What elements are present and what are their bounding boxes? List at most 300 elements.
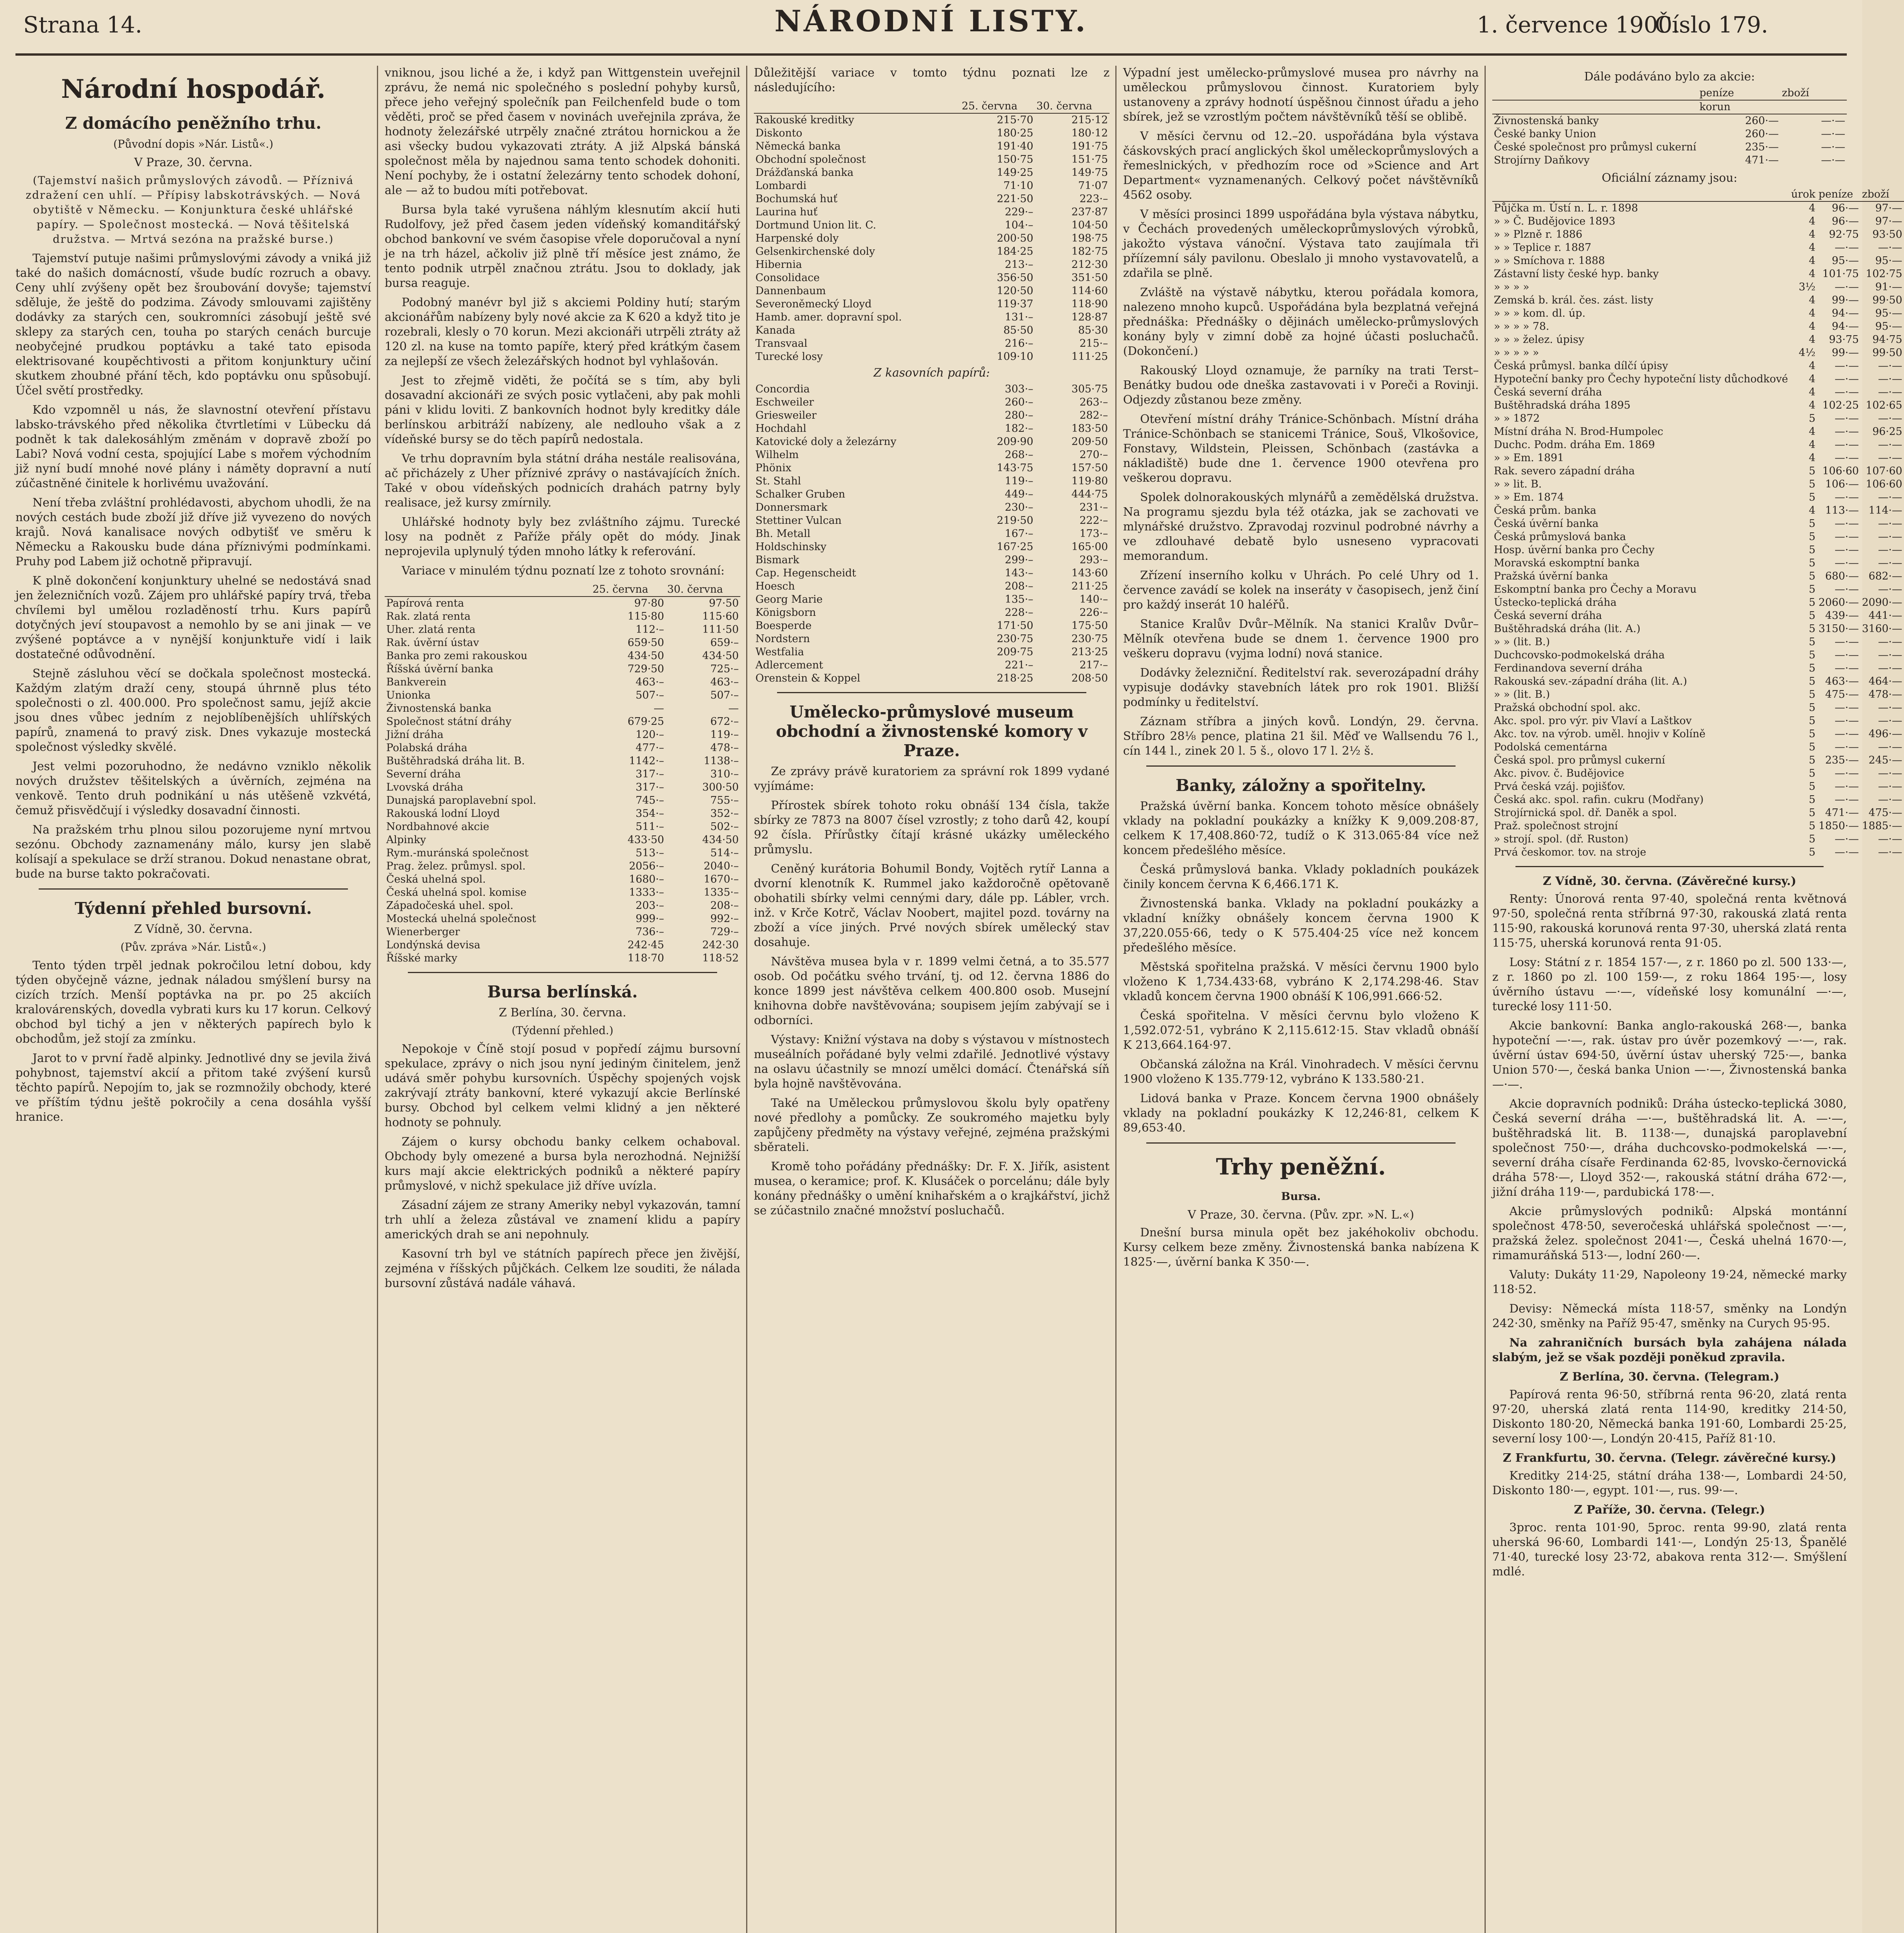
table-cell-value: 242·45: [627, 939, 664, 951]
table-row: [385, 702, 740, 715]
table-cell-value: 173·–: [1079, 528, 1108, 540]
table-cell-label: Severoněmecký Lloyd: [755, 298, 872, 310]
table-cell-value: 682·—: [1868, 570, 1902, 582]
table-cell-value: 99·50: [1872, 347, 1902, 359]
table-cell-label: Transvaal: [755, 338, 808, 349]
paragraph: 3proc. renta 101·90, 5proc. renta 99·90, zlatá renta uherská 96·60, Lombardi 141·—, Londýn 25·13, Španělé 71·40, turecké losy 23·72, abakova renta 312·—. Smýšlení mdlé.: [1492, 1521, 1847, 1578]
table-cell-value: 4: [1809, 215, 1815, 227]
table-cell-value: 5: [1809, 754, 1815, 766]
table-cell-value: 5: [1809, 728, 1815, 740]
table-cell-value: 439·—: [1825, 610, 1859, 622]
table-row: [1492, 268, 1904, 281]
table-cell-value: 659·50: [627, 637, 664, 649]
column-4: [1123, 66, 1479, 1933]
table-row: [385, 636, 740, 649]
table-cell-label: » » » » »: [1494, 347, 1539, 359]
table-cell-value: —·—: [1878, 439, 1902, 451]
article-dateline: Z Vídně, 30. června.: [134, 922, 253, 936]
paragraph: Spolek dolnorakouských mlynářů a zemědělská družstva. Na programu sjezdu byla též otázka, jak se zachovati ve mlynářské družstvo. Zpravodaj rozvinul podrobné návrhy a ve zdlouhavé debatě bylo usneseno vypracovati memorandum.: [1123, 491, 1479, 563]
paragraph: Dnešní bursa minula opět bez jakéhokoliv obchodu. Kursy celkem beze změny. Živnostenská banka nabízena K 1825·—, úvěrní banka K 350·—.: [1123, 1226, 1479, 1269]
table-cell-value: 745·–: [636, 794, 664, 806]
table-cell-value: 4: [1809, 399, 1815, 411]
table-cell-value: —·—: [1878, 544, 1902, 556]
table-row: [1492, 793, 1904, 806]
table-cell-value: 5: [1809, 702, 1815, 714]
table-row: [1492, 622, 1904, 636]
paragraph: Tajemství putuje našimi průmyslovými závody a vniká již také do našich domácností, všude budíc rozruch a obavy. Ceny uhlí zvýšeny opět bez šroubování dovyše; tajemství sděluje, že ještě do podzima. Závody smlouvami zajištěny dodávky za starých cen, soukromníci zásobují ještě své sklepy za starých cen, touha po starých cenách burcuje neobyčejné prudkou poptávku a také tato episoda elektrisované koupěchtivosti a přitom konjunktury učiní skutkem zhoubné přání těch, kdo poptávku onu spůsobují. Účel světí prostředky.: [15, 252, 371, 397]
table-cell-value: —·—: [1834, 413, 1859, 424]
quote-table: [385, 583, 740, 965]
table-cell-value: 226·–: [1079, 607, 1108, 619]
table-cell-value: 4: [1809, 294, 1815, 306]
table-cell-value: 310·–: [710, 768, 739, 780]
article-dateline: Z Paříže, 30. června. (Telegr.): [1574, 1503, 1765, 1517]
table-cell-value: 113·—: [1825, 505, 1859, 516]
table-row: [754, 298, 1110, 311]
table-cell-label: Hoesch: [755, 580, 795, 592]
table-cell-value: 5: [1809, 478, 1815, 490]
table-cell-value: —·—: [1834, 662, 1859, 674]
column-3: [754, 66, 1110, 1933]
table-cell-label: Nordstern: [755, 633, 810, 645]
table-cell-value: —·—: [1821, 115, 1845, 127]
table-cell-value: 463·–: [710, 676, 739, 688]
paragraph: Ze zprávy právě kuratoriem za správní rok 1899 vydané vyjímáme:: [754, 765, 1110, 793]
paragraph: Renty: Únorová renta 97·40, společná renta květnová 97·50, společná renta stříbrná 97·30, rakouská zlatá renta 115·90, rakouská korunová renta 97·30, uherská zlatá renta 115·75, uherská korunová renta 91·05.: [1492, 892, 1847, 950]
table-cell-value: —·—: [1878, 452, 1902, 464]
table-cell-label: Buštěhradská dráha (lit. A.): [1494, 623, 1641, 635]
table-cell-label: Buštěhradská dráha 1895: [1494, 399, 1631, 411]
paragraph: Záznam stříbra a jiných kovů. Londýn, 29. června. Stříbro 28⅛ pence, platina 21 šil. Měď ve Wallsendu 76 l., cín 144 l., zinek 20 l. 5 š., olovo 17 l. 2½ š.: [1123, 715, 1479, 758]
table-row: [385, 728, 740, 741]
table-row: [1492, 649, 1904, 662]
table-header: 25. června: [960, 100, 1035, 113]
table-cell-value: 180·12: [1071, 127, 1108, 139]
table-cell-value: 5: [1809, 518, 1815, 530]
column-divider: [1485, 66, 1486, 1933]
table-cell-label: Orenstein & Koppel: [755, 672, 861, 684]
table-cell-value: 165·00: [1071, 541, 1108, 553]
article-dateline: Z Berlína, 30. června.: [499, 1006, 626, 1019]
table-cell-value: 5: [1809, 557, 1815, 569]
table-cell-label: Prvá českomor. tov. na stroje: [1494, 846, 1647, 858]
table-cell-value: 434·50: [702, 834, 739, 846]
table-row: [1492, 504, 1904, 517]
table-cell-label: » » (lit. B.): [1494, 689, 1550, 701]
paragraph: Kreditky 214·25, státní dráha 138·—, Lombardi 24·50, Diskonto 180·—, egypt. 101·—, rus. 99·—.: [1492, 1469, 1847, 1497]
table-cell-value: 95·—: [1875, 320, 1902, 332]
table-cell-value: 729·–: [710, 926, 739, 938]
page-header: [0, 0, 1862, 58]
paragraph: Dodávky železniční. Ředitelství rak. severozápadní dráhy vypisuje dodávky stavebních látek pro rok 1901. Bližší podmínky u ředitelství.: [1123, 666, 1479, 709]
table-cell-value: 112·–: [636, 624, 664, 636]
table-cell-value: 94·75: [1872, 334, 1902, 346]
table-cell-label: Živnostenská banky: [1494, 115, 1599, 127]
table-row: [385, 899, 740, 912]
table-header: 30. června: [1035, 100, 1110, 113]
table-cell-value: —·—: [1878, 636, 1902, 648]
table-cell-value: 109·10: [997, 351, 1033, 363]
column-divider: [746, 66, 747, 1933]
table-row: [1492, 596, 1904, 609]
table-cell-label: Duchc. Podm. dráha Em. 1869: [1494, 439, 1655, 451]
table-cell-value: 184·25: [997, 245, 1033, 257]
table-row: [1492, 491, 1904, 504]
table-cell-label: Moravská eskomptní banka: [1494, 557, 1640, 569]
paragraph: Živnostenská banka. Vklady na pokladní poukázky a vkladní knížky obnášely koncem června 1900 K 37,220.055·66, tedy o K 575.404·25 více než koncem předešlého měsíce.: [1123, 897, 1479, 955]
table-cell-label: Holdschinsky: [755, 541, 827, 553]
table-cell-label: České společnost pro průmysl cukerní: [1494, 141, 1696, 153]
quote-table: [754, 383, 1110, 685]
table-cell-value: 5: [1809, 597, 1815, 609]
table-cell-value: 5: [1809, 781, 1815, 793]
table-cell-label: Rym.-muránská společnost: [386, 847, 529, 859]
table-cell-value: 5: [1809, 741, 1815, 753]
table-cell-value: 228·–: [1005, 607, 1033, 619]
table-cell-value: —: [653, 702, 664, 714]
table-cell-value: 191·75: [1071, 140, 1108, 152]
table-row: [1492, 833, 1904, 846]
paragraph: Důležitější variace v tomto týdnu poznati lze z následujícího:: [754, 66, 1110, 94]
table-cell-label: Londýnská devisa: [386, 939, 481, 951]
table-row: [1492, 333, 1904, 346]
table-row: [385, 663, 740, 676]
table-cell-value: 85·30: [1078, 324, 1108, 336]
table-cell-value: 102·75: [1866, 268, 1902, 280]
table-cell-value: 104·50: [1071, 219, 1108, 231]
table-row: [1492, 281, 1904, 294]
table-row: [754, 580, 1110, 593]
table-row: [1492, 465, 1904, 478]
table-cell-value: 5: [1809, 675, 1815, 687]
table-cell-value: —·—: [1834, 767, 1859, 779]
table-row: [385, 755, 740, 768]
article-summary: (Tajemství našich průmyslových závodů. — Příznivá zdražení cen uhlí. — Přípisy labskotrávských. — Nová obytiště v Německu. — Konjunktura české uhlářské papíry. — Společnost mostecká. — Nová těšitelská družstva. — Mrtvá sezóna na pražské burse.): [26, 174, 361, 245]
table-row: [754, 514, 1110, 527]
table-cell-value: —·—: [1878, 386, 1902, 398]
table-row: [385, 860, 740, 873]
table-row: [385, 676, 740, 689]
table-row: [754, 396, 1110, 409]
table-cell-value: 95·—: [1832, 255, 1859, 267]
table-cell-value: 91·—: [1875, 281, 1902, 293]
table-cell-value: 1335·–: [704, 886, 739, 898]
table-row: [1492, 154, 1847, 167]
table-header: 30. června: [666, 583, 740, 597]
divider: [1146, 765, 1456, 767]
paragraph: Variace v minulém týdnu poznatí lze z tohoto srovnání:: [402, 564, 725, 578]
table-cell-value: 107·60: [1866, 465, 1902, 477]
table-cell-value: 5: [1809, 715, 1815, 727]
table-cell-value: 5: [1809, 846, 1815, 858]
table-row: [754, 285, 1110, 298]
table-header: peníze: [1817, 188, 1860, 201]
table-cell-value: 149·25: [997, 167, 1033, 179]
table-cell-value: 5: [1809, 610, 1815, 622]
table-cell-label: Půjčka m. Ústí n. L. r. 1898: [1494, 202, 1638, 214]
table-cell-value: —·—: [1834, 491, 1859, 503]
paragraph: K plně dokončení konjunktury uhelné se nedostává snad jen železničních vozů. Zájem pro uhlářské papíry trvá, třeba chvílemi byl umělou rozladěností trhu. Kurs papírů dotyčných jeví stoupavost a nemohlo by se ani jinak — ve zvýšené poptávce a v nynější konjunktuře vidí i laik dostatečné odůvodnění.: [15, 574, 371, 661]
table-cell-value: 223·–: [1079, 193, 1108, 205]
table-cell-label: Bochumská huť: [755, 193, 838, 205]
paragraph: Devisy: Německá místa 118·57, směnky na Londýn 242·30, směnky na Paříž 95·47, směnky na Curych 95·95.: [1492, 1302, 1847, 1330]
table-cell-value: 143·–: [1005, 567, 1033, 579]
table-cell-value: 441·—: [1868, 610, 1902, 622]
table-cell-value: 5: [1809, 623, 1815, 635]
table-row: [385, 623, 740, 636]
table-cell-value: 672·–: [710, 716, 739, 728]
table-cell-value: 260·—: [1745, 115, 1779, 127]
table-cell-label: Česká průmyslová banka: [1494, 531, 1626, 543]
table-cell-value: 211·25: [1071, 580, 1108, 592]
table-cell-value: 95·—: [1875, 307, 1902, 319]
table-cell-value: 143·60: [1071, 567, 1108, 579]
table-row: [754, 350, 1110, 363]
table-row: [1492, 452, 1904, 465]
table-cell-value: 434·50: [702, 650, 739, 662]
table-cell-label: » » Plzně r. 1886: [1494, 228, 1582, 240]
issue-date: 1. července 1900.: [1477, 12, 1680, 38]
paragraph: Stanice Kralův Dvůr–Mělník. Na stanici Kralův Dvůr–Mělník otevřena bude se dnem 1. července 1900 pro veškeru dopravu (vyjma lodní) nová stanice.: [1123, 617, 1479, 660]
table-cell-label: Bankverein: [386, 676, 447, 688]
table-cell-value: 203·–: [636, 900, 664, 912]
paragraph: Občanská záložna na Král. Vinohradech. V měsíci červnu 1900 vloženo K 135.779·12, vybráno K 133.580·21.: [1123, 1058, 1479, 1086]
table-row: [1492, 294, 1904, 307]
table-cell-value: —·—: [1878, 491, 1902, 503]
table-cell-value: 94·—: [1832, 307, 1859, 319]
table-cell-label: Eskomptní banka pro Čechy a Moravu: [1494, 583, 1697, 595]
table-cell-label: Západočeská uhel. spol.: [386, 900, 513, 912]
table-row: [1492, 741, 1904, 754]
table-cell-label: Jižní dráha: [386, 729, 444, 741]
table-cell-value: 114·60: [1071, 285, 1108, 297]
table-cell-label: Duchcovsko-podmokelská dráha: [1494, 649, 1665, 661]
table-cell-value: —·—: [1834, 649, 1859, 661]
table-row: [385, 597, 740, 610]
table-cell-value: 4: [1809, 426, 1815, 438]
table-cell-value: 4½: [1798, 347, 1815, 359]
table-cell-value: 1670·–: [704, 873, 739, 885]
table-row: [1492, 530, 1904, 544]
table-cell-value: 477·–: [636, 742, 664, 754]
table-cell-label: » » Teplice r. 1887: [1494, 242, 1592, 254]
table-cell-value: 221·50: [997, 193, 1033, 205]
table-row: [754, 337, 1110, 350]
article-dateline: Z Vídně, 30. června. (Závěrečné kursy.): [1543, 874, 1797, 888]
table-cell-value: 1142·–: [629, 755, 664, 767]
table-cell-label: Rakouská sev.-západní dráha (lit. A.): [1494, 675, 1687, 687]
paragraph: Městská spořitelna pražská. V měsíci červnu 1900 bylo vloženo K 1,734.433·68, vybráno K 2,174.298·46. Stav vkladů koncem června 1900 obnáší K 106,991.666·52.: [1123, 960, 1479, 1003]
table-cell-label: Severní dráha: [386, 768, 461, 780]
table-cell-value: 5: [1809, 767, 1815, 779]
table-cell-label: » » Em. 1874: [1494, 491, 1564, 503]
table-cell-value: 475·—: [1868, 807, 1902, 819]
table-cell-label: » » » želez. úpisy: [1494, 334, 1584, 346]
table-cell-label: Katovické doly a železárny: [755, 436, 897, 448]
table-cell-label: Hosp. úvěrní banka pro Čechy: [1494, 544, 1655, 556]
table-cell-value: 111·50: [702, 624, 739, 636]
table-row: [754, 672, 1110, 685]
table-cell-value: 1885·—: [1862, 820, 1902, 832]
table-cell-label: Turecké losy: [755, 351, 823, 363]
table-row: [385, 689, 740, 702]
table-cell-value: 120·–: [636, 729, 664, 741]
table-cell-value: 208·–: [710, 900, 739, 912]
paragraph: Tento týden trpěl jednak pokročilou letní dobou, kdy týden obyčejně vázne, jednak náladou smýšlení bursy na cizích trzích. Menší poptávka na pr. po 25 akciích kralovárenských, dovedla vybrati kurs ku 17 korun. Celkový obchod byl tichý a jen v některých papírech bylo k obchodům, jež stojí za zmínku.: [15, 959, 371, 1046]
table-row: [385, 847, 740, 860]
table-cell-value: 97·50: [709, 597, 739, 609]
paragraph: Výstavy: Knižní výstava na doby s výstavou v místnostech museálních pořádané byly velmi zdařilé. Jednotlivé výstavy na oslavu účastnily se mnozí umělci domácí. Čtenářská síň byla hojně navštěvována.: [754, 1033, 1110, 1091]
table-cell-label: » » » kom. dl. úp.: [1494, 307, 1586, 319]
table-cell-label: Prvá česká vzáj. pojišťov.: [1494, 781, 1626, 793]
table-cell-value: 102·25: [1822, 399, 1859, 411]
table-cell-label: Mostecká uhelná společnost: [386, 913, 536, 925]
table-cell-value: 95·—: [1875, 255, 1902, 267]
table-cell-label: Strojírnická spol. dř. Daněk a spol.: [1494, 807, 1677, 819]
table-header: peníze: [1698, 87, 1780, 100]
table-cell-label: Buštěhradská dráha lit. B.: [386, 755, 525, 767]
table-cell-label: České banky Union: [1494, 128, 1596, 140]
paragraph: Kasovní trh byl ve státních papírech přece jen živější, zejména v říšských půjčkách. Celkem lze souditi, že nálada bursovní zůstává nadále váhavá.: [385, 1247, 740, 1290]
table-cell-value: 514·–: [710, 847, 739, 859]
table-cell-label: Griesweiler: [755, 409, 817, 421]
table-cell-label: Akc. tov. na výrob. uměl. hnojiv v Kolíně: [1494, 728, 1706, 740]
table-cell-label: Lvovská dráha: [386, 781, 464, 793]
table-cell-value: 85·50: [1003, 324, 1033, 336]
table-cell-value: 111·25: [1071, 351, 1108, 363]
table-cell-value: —·—: [1878, 715, 1902, 727]
table-cell-value: 94·—: [1832, 320, 1859, 332]
table-cell-value: —·—: [1878, 767, 1902, 779]
table-cell-label: Bismark: [755, 554, 799, 566]
table-cell-label: Česká uhelná spol. komise: [386, 886, 527, 898]
table-row: [1492, 609, 1904, 622]
table-row: [754, 140, 1110, 153]
table-cell-value: 235·—: [1825, 754, 1859, 766]
table-cell-value: 729·50: [627, 663, 664, 675]
table-cell-value: —·—: [1878, 846, 1902, 858]
table-cell-label: Říšská úvěrní banka: [386, 663, 494, 675]
table-cell-value: 4: [1809, 255, 1815, 267]
table-cell-label: Akc. pivov. č. Budějovice: [1494, 767, 1624, 779]
table-cell-value: —·—: [1834, 728, 1859, 740]
table-cell-value: —·—: [1834, 426, 1859, 438]
table-cell-value: 4: [1809, 202, 1815, 214]
table-row: [1492, 412, 1904, 425]
table-cell-label: Rak. severo západní dráha: [1494, 465, 1635, 477]
divider: [1146, 1142, 1456, 1144]
table-cell-value: —·—: [1878, 373, 1902, 385]
table-cell-label: » » 1872: [1494, 413, 1540, 424]
table-cell-label: Gelsenkirchenské doly: [755, 245, 875, 257]
table-row: [754, 448, 1110, 462]
paragraph: Jest to zřejmě viděti, že počítá se s tím, aby byli dosavadní akcionáři ze svých posic vytlačeni, aby pak mohli páni v klidu loviti. Z bankovních hodnot byly kreditky dále berlínskou arbitráží nabízeny, ale nedlouho však a z vídeňské bursy se do těch papírů nedostala.: [385, 374, 740, 446]
table-row: [754, 501, 1110, 514]
table-cell-value: 507·–: [710, 689, 739, 701]
table-header: 25. června: [591, 583, 666, 597]
paragraph: Na zahraničních bursách byla zahájena nálada slabým, jež se však později poněkud zpravila.: [1492, 1336, 1847, 1364]
paragraph: Jest velmi pozoruhodno, že nedávno vzniklo několik nových družstev těšitelských a úvěrních, zejména na venkově. Tento druh podnikání u nás utěšeně vzkvétá, čemuž přisvědčují i výsledky dosavadní činnosti.: [15, 760, 371, 817]
paragraph: vniknou, jsou liché a že, i když pan Wittgenstein uveřejnil zprávu, že nemá nic společného s poslední pohyby kursů, přece jeho veřejný společník pan Feilchenfeld bude o tom věděti, proč se před časem v novinách uveřejnila zpráva, že hodnoty železářské utrpěly značné ztrátou hornickou a že asi všecky budou vykazovati ztráty. A již Alpská bánská společnost měla by najednou sama tento schodek dohoniti. Není pochyby, že i ostatní železárny tento schodek dohoní, ale — až to budou míti potřebovat.: [385, 66, 740, 197]
paragraph: Stejně zásluhou věcí se dočkala společnost mostecká. Každým zlatým draží ceny, stoupá úhrnně plus této společnosti o zl. 400.000. Pro společnost samu, jejíž akcie jsou dnes vůbec jedním z nejoblíbenějších uhlířských papírů, znamená to pravý zisk. Dnes vykazuje mostecká společnost výsledky skvělé.: [15, 667, 371, 754]
table-cell-value: 102·65: [1866, 399, 1902, 411]
table-cell-label: Laurina huť: [755, 206, 818, 218]
table-row: [1492, 780, 1904, 793]
table-cell-value: 4: [1809, 373, 1815, 385]
table-cell-value: 114·—: [1868, 505, 1902, 516]
table-row: [1492, 438, 1904, 452]
table-row: [754, 153, 1110, 166]
table-cell-value: 444·75: [1071, 488, 1108, 500]
table-cell-value: —·—: [1878, 242, 1902, 254]
table-cell-value: 208·–: [1005, 580, 1033, 592]
table-cell-value: 171·50: [997, 620, 1033, 632]
paragraph: Zájem o kursy obchodu banky celkem ochaboval. Obchody byly omezené a bursa byla nerozhodná. Nejnižší kurs mají akcie elektrických podniků a některé papíry průmyslové, v nichž spekulace již dříve uvízla.: [385, 1135, 740, 1193]
table-cell-label: » » Smíchova r. 1888: [1494, 255, 1605, 267]
table-row: [1492, 373, 1904, 386]
table-row: [1492, 320, 1904, 333]
table-row: [1492, 346, 1904, 360]
table-row: [1492, 806, 1904, 820]
article-title: Umělecko-průmyslové museum obchodní a živnostenské komory v Praze.: [776, 702, 1088, 760]
table-cell-value: 4: [1809, 242, 1815, 254]
table-cell-value: 471·—: [1825, 807, 1859, 819]
table-cell-value: —·—: [1834, 583, 1859, 595]
table-cell-value: 5: [1809, 583, 1815, 595]
table-cell-value: 260·–: [1005, 396, 1033, 408]
table-cell-label: Hibernia: [755, 259, 802, 271]
table-row: [1492, 570, 1904, 583]
table-cell-value: 3½: [1798, 281, 1815, 293]
table-cell-label: Prag. želez. průmysl. spol.: [386, 860, 526, 872]
table-row: [754, 646, 1110, 659]
table-cell-value: 209·50: [1071, 436, 1108, 448]
header-rule: [15, 53, 1847, 56]
table-cell-value: 115·80: [627, 610, 664, 622]
table-cell-value: 221·–: [1005, 659, 1033, 671]
table-cell-label: Stettiner Vulcan: [755, 515, 842, 527]
table-row: [385, 794, 740, 807]
table-row: [754, 540, 1110, 554]
table-row: [754, 475, 1110, 488]
table-cell-value: 1680·–: [629, 873, 664, 885]
table-cell-value: 167·–: [1005, 528, 1033, 540]
table-row: [1492, 241, 1904, 254]
article-source: (Týdenní přehled.): [511, 1024, 614, 1037]
table-cell-label: Česká průmysl. banka dílčí úpisy: [1494, 360, 1668, 372]
table-row: [1492, 714, 1904, 728]
table-cell-value: 106·60: [1866, 478, 1902, 490]
table-row: [1492, 254, 1904, 268]
table-row: [754, 311, 1110, 324]
table-cell-value: 167·25: [997, 541, 1033, 553]
table-row: [1492, 386, 1904, 399]
table-cell-label: Adlercement: [755, 659, 823, 671]
table-row: [1492, 728, 1904, 741]
table-cell-value: 135·–: [1005, 593, 1033, 605]
table-cell-value: 182·–: [1005, 423, 1033, 435]
table-row: [754, 113, 1110, 127]
table-cell-label: St. Stahl: [755, 475, 801, 487]
table-cell-value: 119·–: [1005, 475, 1033, 487]
article-dateline: V Praze, 30. června. (Pův. zpr. »N. L.«): [1188, 1208, 1414, 1222]
table-cell-value: 118·90: [1071, 298, 1108, 310]
table-cell-value: —·—: [1878, 583, 1902, 595]
table-cell-label: » » » »: [1494, 281, 1529, 293]
table-title: Oficiální záznamy jsou:: [1602, 171, 1737, 185]
table-cell-value: 5: [1809, 794, 1815, 806]
table-cell-value: 303·–: [1005, 383, 1033, 395]
